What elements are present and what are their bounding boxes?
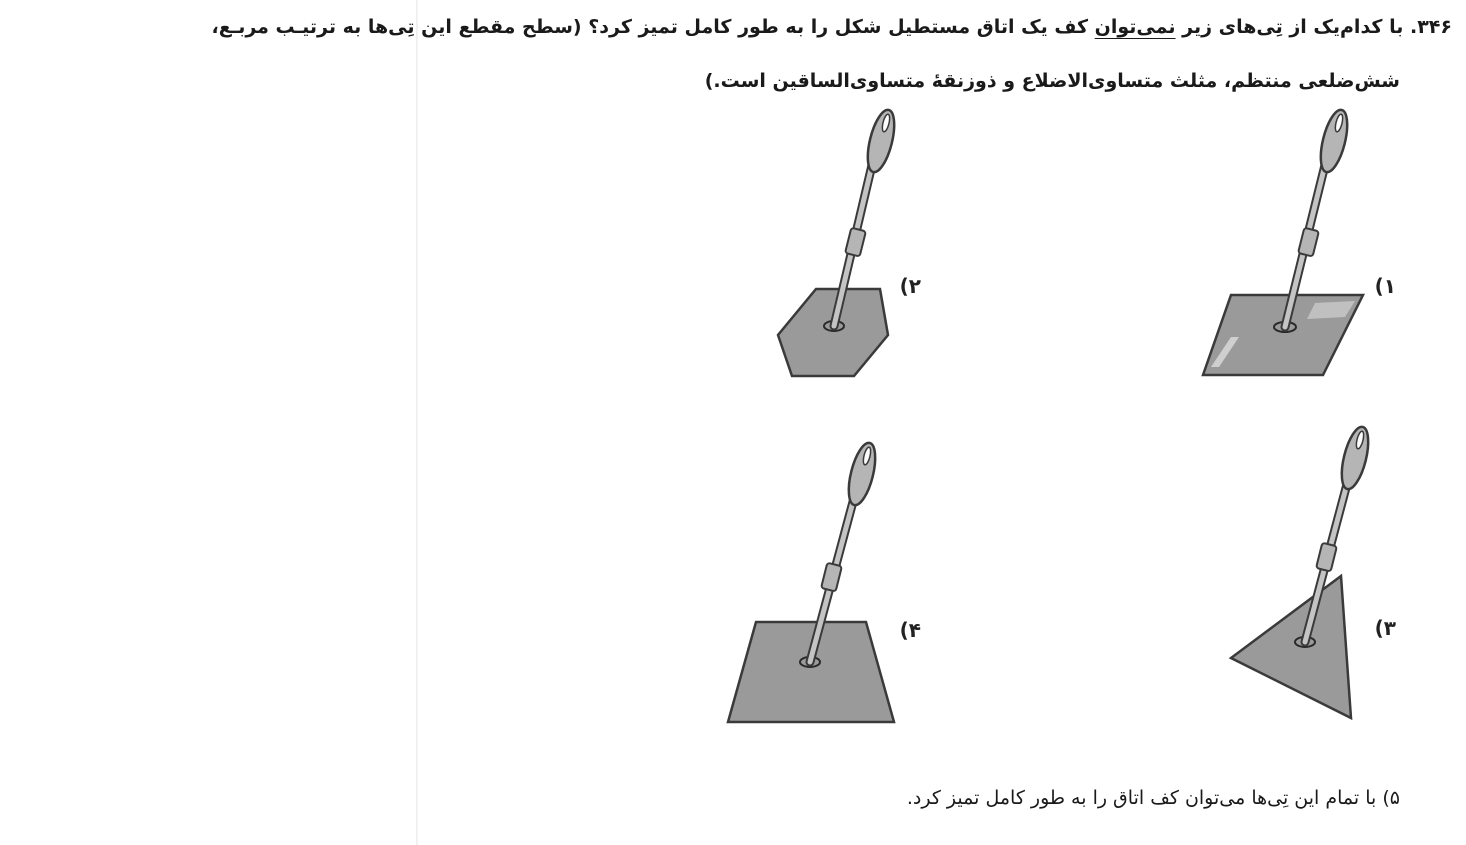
question-text-part-2: کف یک اتاق مستطیل شکل را به طور کامل تمیز کرد؟ (سطح مقطع این تِی‌ها به ترتیـب مربـع، <box>211 16 1089 38</box>
question-negation-underlined: نمی‌توان <box>1094 16 1176 38</box>
option-4-label[interactable]: ۴) <box>899 618 921 642</box>
option-3-label[interactable]: ۳) <box>1374 616 1396 640</box>
option-2-label[interactable]: ۲) <box>899 274 921 298</box>
question-number: ۳۴۶. <box>1409 16 1452 38</box>
mop-triangle-head-icon <box>1225 420 1375 725</box>
question-text-part-1: با کدام‌یک از تِی‌های زیر <box>1182 16 1404 38</box>
mop-square-head-icon <box>1195 105 1370 385</box>
mop-trapezoid-head-icon <box>720 436 905 728</box>
question-line-2: شش‌ضلعی منتظم، مثلث متساوی‌الاضلاع و ذوزنقهٔ متساوی‌الساقین است.) <box>704 70 1400 92</box>
mop-hexagon-head-icon <box>770 105 900 385</box>
question-line-1 <box>212 16 1453 38</box>
option-1-label[interactable]: ۱) <box>1374 274 1396 298</box>
page-fold-line <box>416 0 418 845</box>
option-5-text[interactable]: ۵) با تمام این تِی‌ها می‌توان کف اتاق را به طور کامل تمیز کرد. <box>906 787 1400 809</box>
